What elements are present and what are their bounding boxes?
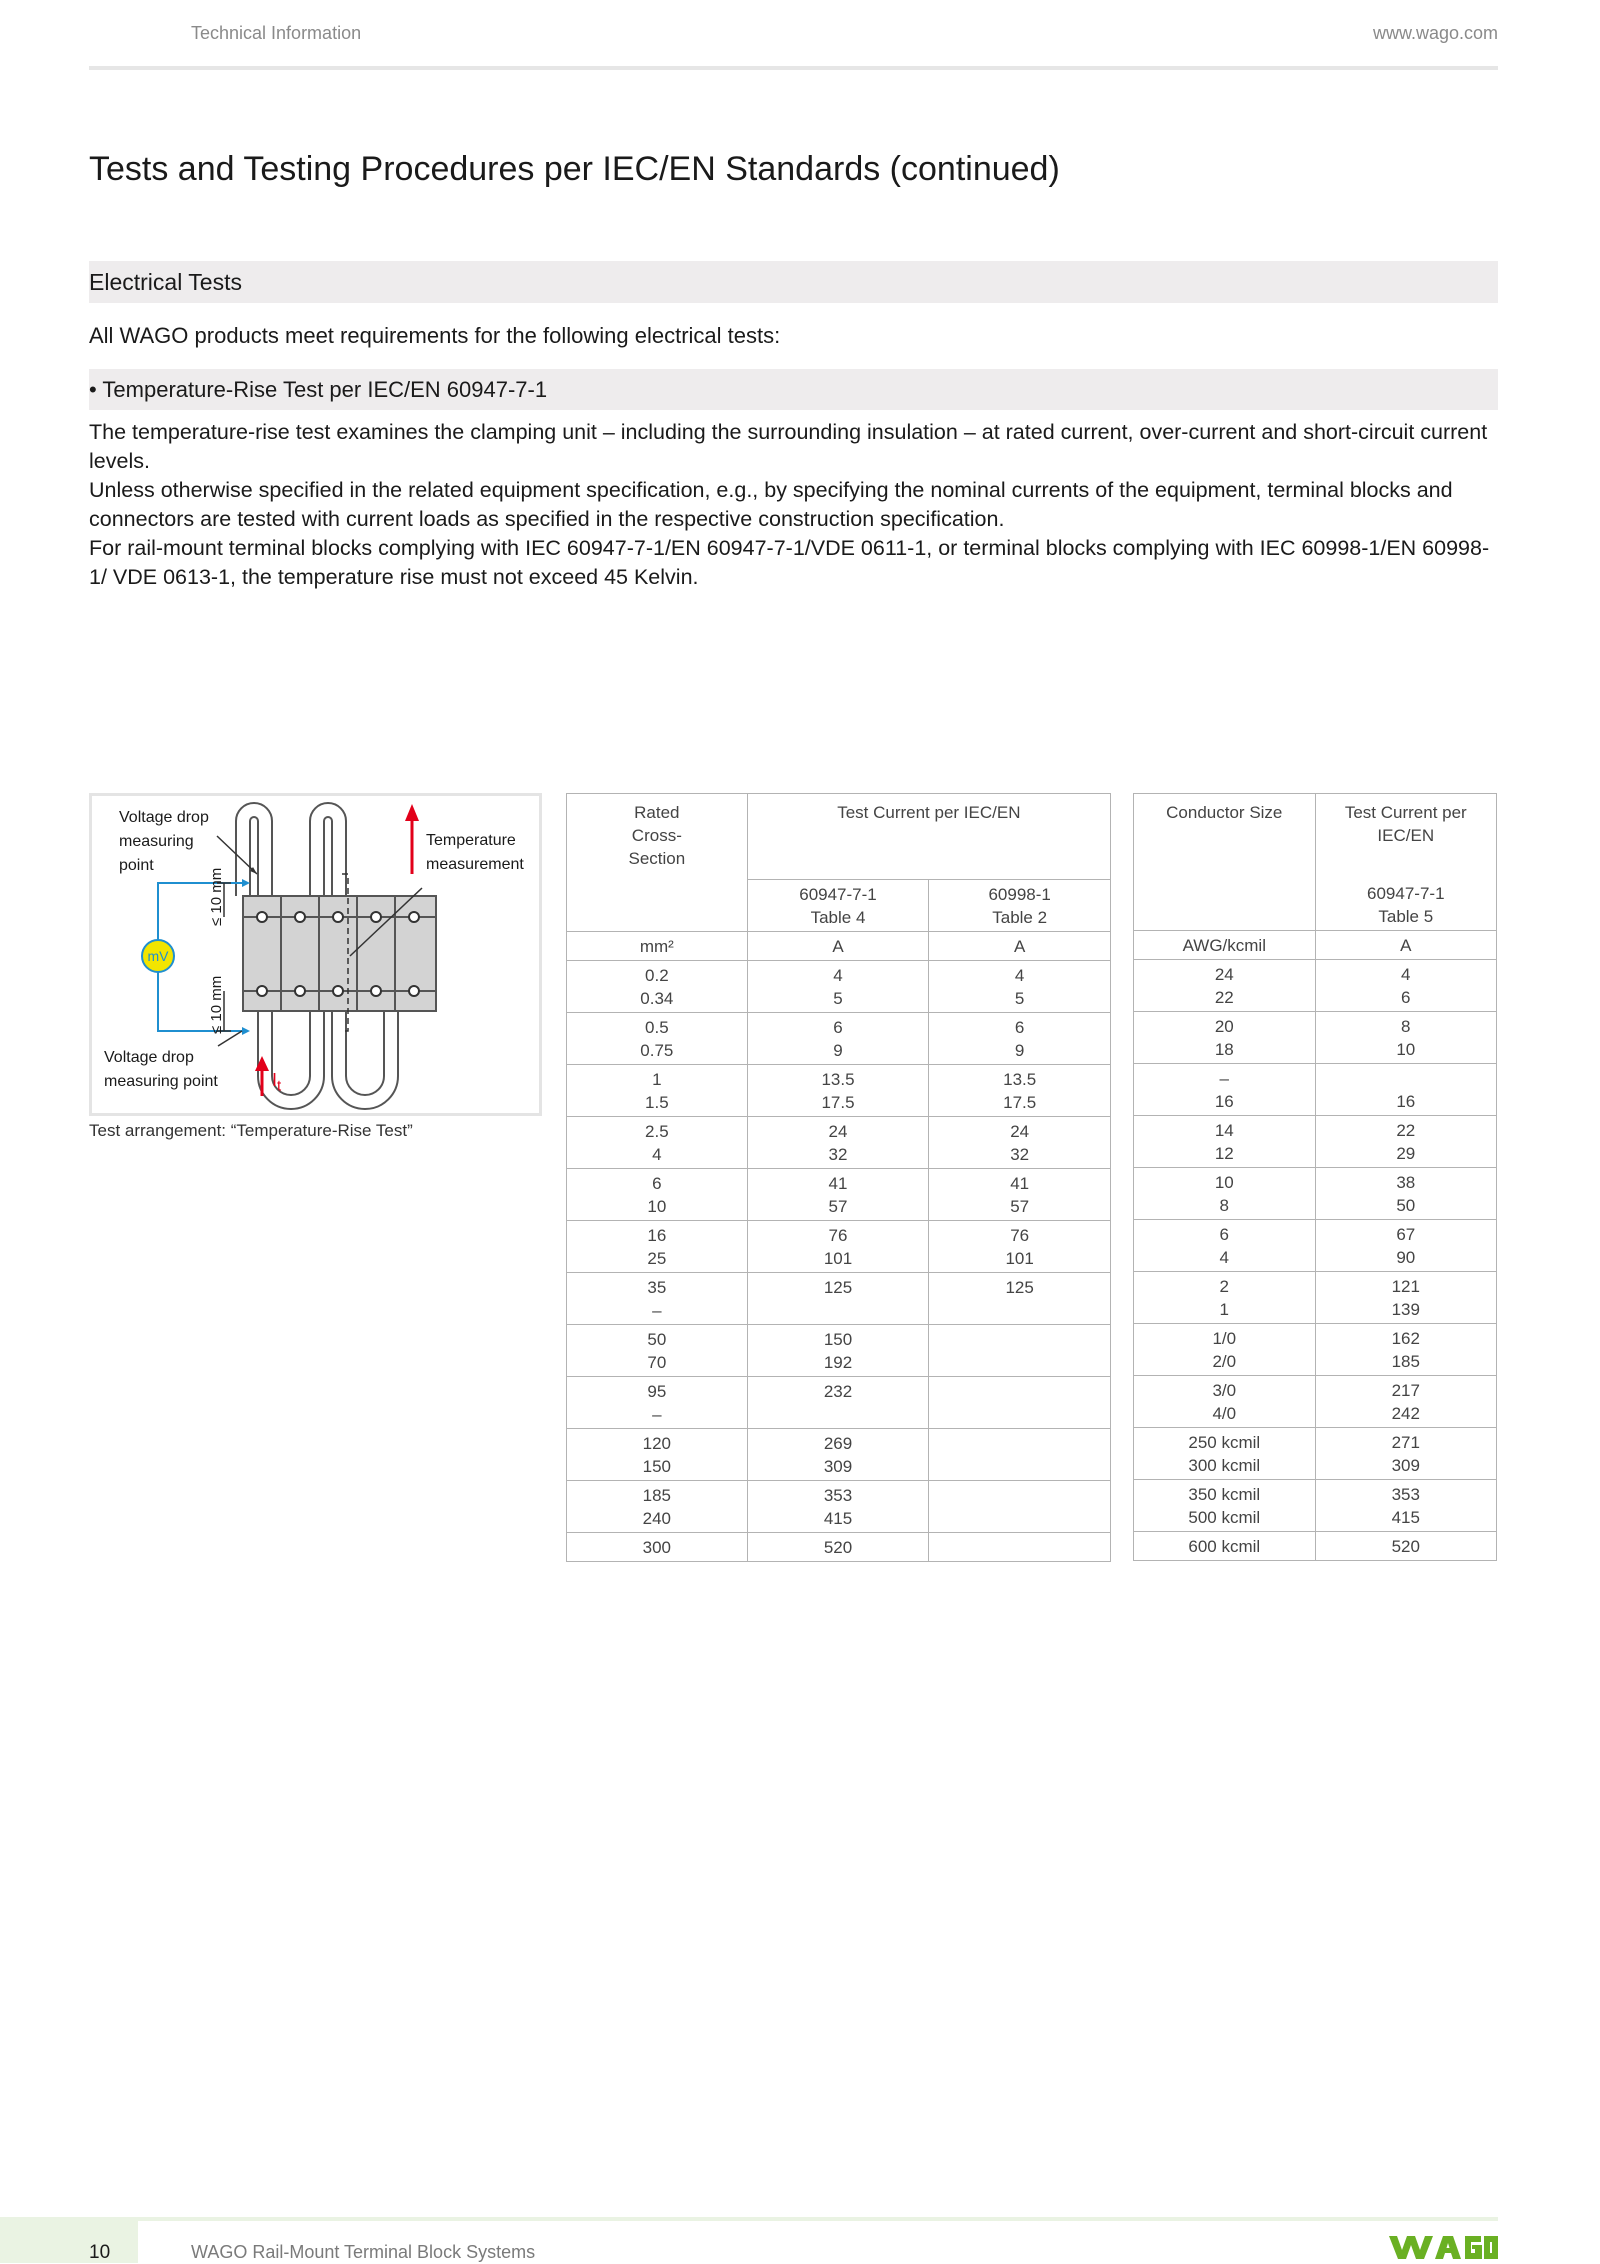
cell-value: 10 <box>647 1197 667 1216</box>
table-cell <box>567 1377 748 1429</box>
cell-value: 4/0 <box>1212 1404 1237 1423</box>
cell-value: 50 <box>1396 1196 1416 1215</box>
table-row <box>567 1377 1111 1429</box>
cell-value: 250 kcmil <box>1188 1433 1261 1452</box>
cell-value: 9 <box>1014 1041 1025 1060</box>
table-row <box>567 1117 1111 1169</box>
figure-caption: Test arrangement: “Temperature-Rise Test” <box>89 1121 413 1140</box>
table-cell <box>747 1065 929 1117</box>
cell-value: 353 <box>823 1486 853 1505</box>
cell-value: 125 <box>1005 1278 1034 1297</box>
table-cell <box>1134 1376 1316 1428</box>
cell-value: 17.5 <box>1003 1093 1037 1112</box>
table-cell <box>1315 1480 1496 1532</box>
table-cell <box>1134 1428 1316 1480</box>
cell-value: 67 <box>1396 1225 1416 1244</box>
table-row <box>567 1533 1111 1562</box>
cell-value: 3/0 <box>1212 1381 1237 1400</box>
cell-value: 125 <box>823 1278 853 1297</box>
cell-value: 5 <box>1014 989 1025 1008</box>
table-cell <box>929 1429 1111 1481</box>
cell-value: 24 <box>1010 1122 1030 1141</box>
table-cell <box>1315 1428 1496 1480</box>
table-cell <box>747 1429 929 1481</box>
cell-value <box>931 1328 1108 1351</box>
table-cell <box>1315 1272 1496 1324</box>
table-cell <box>567 1429 748 1481</box>
bullet-heading-bar <box>89 369 1498 410</box>
cell-value: 2/0 <box>1212 1352 1237 1371</box>
cell-value: 70 <box>647 1353 667 1372</box>
dimension-label-top: ≤ 10 mm <box>208 867 225 926</box>
table-cell <box>567 1221 748 1273</box>
table-cell <box>1315 1064 1496 1116</box>
cell-value: 185 <box>1391 1352 1420 1371</box>
header-test-current-group: Test Current per IEC/EN <box>747 794 1110 880</box>
table-cell <box>747 961 929 1013</box>
table-row <box>1134 1012 1497 1064</box>
header-test-current: Test Current per IEC/EN <box>1315 794 1496 880</box>
cell-value: 350 kcmil <box>1188 1485 1261 1504</box>
table-row <box>1134 1480 1497 1532</box>
cell-value: 101 <box>1005 1249 1034 1268</box>
cell-value: 76 <box>828 1226 848 1245</box>
table-cell <box>747 1533 929 1562</box>
table-row <box>1134 1272 1497 1324</box>
cell-value: 520 <box>823 1538 853 1557</box>
cell-value: 1 <box>1219 1300 1229 1319</box>
cell-value: 12 <box>1214 1144 1234 1163</box>
table-row <box>1134 960 1497 1012</box>
cell-value: 1.5 <box>645 1093 669 1112</box>
cell-value: 0.2 <box>645 966 669 985</box>
table-cell <box>1134 1532 1316 1561</box>
cell-value: 10 <box>1214 1173 1234 1192</box>
cell-value: 50 <box>647 1330 667 1349</box>
cell-value <box>931 1536 1108 1559</box>
cell-value: 121 <box>1391 1277 1420 1296</box>
table-cell <box>567 1325 748 1377</box>
table-row <box>1134 1116 1497 1168</box>
cell-value: 35 <box>647 1278 667 1297</box>
cell-value: 18 <box>1214 1040 1234 1059</box>
header-divider <box>89 66 1498 70</box>
label-voltage-drop-bottom: Voltage drop measuring point <box>104 1049 218 1090</box>
cell-value: 150 <box>823 1330 853 1349</box>
table-row <box>567 1065 1111 1117</box>
header-rated-cross-section: Rated Cross- Section <box>567 794 748 932</box>
cell-value: 415 <box>1391 1508 1420 1527</box>
cell-value: 162 <box>1391 1329 1420 1348</box>
cell-value: 38 <box>1396 1173 1416 1192</box>
table-cell <box>929 1013 1111 1065</box>
cell-value <box>931 1351 1108 1374</box>
footer-title: WAGO Rail-Mount Terminal Block Systems <box>191 2242 536 2262</box>
table-cell <box>747 1377 929 1429</box>
cell-value: 57 <box>828 1197 848 1216</box>
table-cell <box>567 1169 748 1221</box>
table-cell <box>747 1221 929 1273</box>
cell-value <box>931 1380 1108 1403</box>
cell-value: 20 <box>1214 1017 1234 1036</box>
header-60998-1: 60998-1 Table 2 <box>929 880 1111 932</box>
table-row <box>1134 1428 1497 1480</box>
cell-value: 8 <box>1219 1196 1229 1215</box>
table-cell <box>929 1481 1111 1533</box>
millivolt-meter-icon: mV <box>147 948 169 964</box>
cell-value: 4 <box>1219 1248 1229 1267</box>
table-cell <box>567 1481 748 1533</box>
cell-value: 1 <box>652 1070 662 1089</box>
table-cell <box>1315 1376 1496 1428</box>
paragraph: For rail-mount terminal blocks complying with IEC 60947-7-1/EN 60947-7-1/VDE 0611-1, or terminal blocks complying with IEC 60998-1/EN 60998-1/ VDE 0613-1, the temperature rise must not exceed 45 Kelvin. <box>89 536 1490 589</box>
cell-value: 192 <box>823 1353 853 1372</box>
cell-value: – <box>652 1405 662 1424</box>
cell-value <box>931 1507 1108 1530</box>
table-cell <box>929 1169 1111 1221</box>
intro-text: All WAGO products meet requirements for the following electrical tests: <box>89 323 781 348</box>
table-cell <box>747 1481 929 1533</box>
section-heading-bar <box>89 261 1498 303</box>
cell-value: 4 <box>1401 965 1411 984</box>
header-section-title: Technical Information <box>191 23 362 43</box>
cell-value: 13.5 <box>821 1070 855 1089</box>
table-row <box>1134 1324 1497 1376</box>
cell-value: 32 <box>1010 1145 1030 1164</box>
cell-value: 95 <box>647 1382 667 1401</box>
cell-value: 17.5 <box>821 1093 855 1112</box>
table-cell <box>567 1065 748 1117</box>
cell-value: 217 <box>1391 1381 1420 1400</box>
cell-value: 14 <box>1214 1121 1234 1140</box>
paragraph: Unless otherwise specified in the related equipment specification, e.g., by specifying the nominal currents of the equipment, terminal blocks and connectors are tested with current loads as specified in the respective construction specification. <box>89 478 1453 531</box>
table-row <box>567 961 1111 1013</box>
test-current-table-awg <box>1133 793 1497 1561</box>
footer-divider <box>0 2217 1498 2221</box>
cell-value: 500 kcmil <box>1188 1508 1261 1527</box>
cell-value: 2.5 <box>645 1122 669 1141</box>
cell-value: 10 <box>1396 1040 1416 1059</box>
cell-value: 0.34 <box>640 989 674 1008</box>
cell-value <box>750 1403 927 1426</box>
cell-value: 232 <box>823 1382 853 1401</box>
cell-value: 29 <box>1396 1144 1416 1163</box>
cell-value: 0.5 <box>645 1018 669 1037</box>
table-row <box>567 1429 1111 1481</box>
table-cell <box>1134 1272 1316 1324</box>
cell-value <box>1318 1067 1494 1090</box>
page-number: 10 <box>89 2242 111 2263</box>
table-cell <box>567 1117 748 1169</box>
test-current-label: $I_t$ <box>272 1070 282 1095</box>
cell-value: 16 <box>647 1226 667 1245</box>
table-cell <box>1134 960 1316 1012</box>
bullet-heading: • Temperature-Rise Test per IEC/EN 60947-7-1 <box>89 377 548 402</box>
cell-value: 300 kcmil <box>1188 1456 1261 1475</box>
body-text <box>89 418 1494 592</box>
table-cell <box>1134 1480 1316 1532</box>
table-cell <box>929 961 1111 1013</box>
cell-value <box>931 1455 1108 1478</box>
table-cell <box>1315 960 1496 1012</box>
table-cell <box>929 1273 1111 1325</box>
cell-value: 6 <box>1219 1225 1229 1244</box>
table-cell <box>747 1273 929 1325</box>
cell-value <box>750 1299 927 1322</box>
cell-value: 9 <box>833 1041 843 1060</box>
table-cell <box>567 1013 748 1065</box>
cell-value: 309 <box>823 1457 853 1476</box>
table-cell <box>747 1117 929 1169</box>
table-cell <box>567 1533 748 1562</box>
table-row <box>567 1013 1111 1065</box>
table-cell <box>747 1325 929 1377</box>
cell-value: 6 <box>833 1018 843 1037</box>
table-cell <box>929 1377 1111 1429</box>
table-cell <box>1315 1012 1496 1064</box>
label-voltage-drop-top: Voltage drop measuring point <box>119 809 209 874</box>
cell-value: 150 <box>642 1457 672 1476</box>
table-cell <box>747 1013 929 1065</box>
table-cell <box>567 961 748 1013</box>
table-cell <box>1315 1168 1496 1220</box>
label-temperature-measurement: Temperature measurement <box>426 832 524 873</box>
test-current-table-mm2 <box>566 793 1111 1562</box>
table-cell <box>567 1273 748 1325</box>
table-row <box>1134 1532 1497 1561</box>
table-row <box>1134 1064 1497 1116</box>
cell-value: 269 <box>823 1434 853 1453</box>
dimension-label-bottom: ≤ 10 mm <box>208 975 225 1034</box>
table-cell <box>1134 1168 1316 1220</box>
cell-value <box>931 1484 1108 1507</box>
cell-value: 8 <box>1401 1017 1411 1036</box>
header-conductor-size: Conductor Size <box>1134 794 1316 931</box>
table-row <box>1134 1376 1497 1428</box>
table-row <box>567 1273 1111 1325</box>
cell-value: 6 <box>652 1174 662 1193</box>
cell-value: – <box>652 1301 662 1320</box>
cell-value: 271 <box>1391 1433 1420 1452</box>
table-cell <box>1315 1116 1496 1168</box>
table-cell <box>747 1169 929 1221</box>
cell-value: 32 <box>828 1145 848 1164</box>
cell-value: 4 <box>1014 966 1025 985</box>
table-cell <box>929 1325 1111 1377</box>
cell-value: 6 <box>1401 988 1411 1007</box>
table-cell <box>929 1117 1111 1169</box>
table-cell <box>929 1065 1111 1117</box>
table-cell <box>1315 1324 1496 1376</box>
table-cell <box>1134 1116 1316 1168</box>
cell-value: 13.5 <box>1003 1070 1037 1089</box>
cell-value: 76 <box>1010 1226 1030 1245</box>
cell-value: 2 <box>1219 1277 1229 1296</box>
cell-value: – <box>1219 1069 1229 1088</box>
section-heading: Electrical Tests <box>89 269 242 295</box>
header-website-link[interactable]: www.wago.com <box>1372 23 1498 43</box>
cell-value: 6 <box>1014 1018 1025 1037</box>
cell-value: 16 <box>1214 1092 1234 1111</box>
table-cell <box>1134 1220 1316 1272</box>
cell-value: 520 <box>1391 1537 1420 1556</box>
page-number-box <box>0 2220 138 2263</box>
cell-value: 25 <box>647 1249 667 1268</box>
cell-value: 242 <box>1391 1404 1420 1423</box>
table-row <box>567 1325 1111 1377</box>
page-title: Tests and Testing Procedures per IEC/EN Standards (continued) <box>89 150 1060 188</box>
table-cell <box>1134 1064 1316 1116</box>
header-60947-7-1: 60947-7-1 Table 4 <box>747 880 929 932</box>
header-60947-7-1-table5: 60947-7-1 Table 5 <box>1315 879 1496 931</box>
cell-value <box>931 1403 1108 1426</box>
table-cell <box>1134 1324 1316 1376</box>
table-cell <box>1315 1532 1496 1561</box>
table-row <box>567 1221 1111 1273</box>
cell-value: 101 <box>823 1249 853 1268</box>
cell-value: 22 <box>1214 988 1234 1007</box>
cell-value: 309 <box>1391 1456 1420 1475</box>
cell-value: 353 <box>1391 1485 1420 1504</box>
cell-value: 24 <box>828 1122 848 1141</box>
table-row <box>567 1481 1111 1533</box>
cell-value <box>931 1299 1108 1322</box>
table-row <box>1134 1220 1497 1272</box>
cell-value: 185 <box>642 1486 672 1505</box>
cell-value: 41 <box>828 1174 848 1193</box>
units-row: AWG/kcmil A <box>1134 931 1497 960</box>
cell-value <box>931 1432 1108 1455</box>
wago-logo-icon <box>1385 2232 1500 2262</box>
cell-value: 90 <box>1396 1248 1416 1267</box>
table-cell <box>1134 1012 1316 1064</box>
cell-value: 5 <box>833 989 843 1008</box>
cell-value: 22 <box>1396 1121 1416 1140</box>
table-cell <box>929 1533 1111 1562</box>
cell-value: 24 <box>1214 965 1234 984</box>
cell-value: 300 <box>642 1538 672 1557</box>
paragraph: The temperature-rise test examines the clamping unit – including the surrounding insulation – at rated current, over-current and short-circuit current levels. <box>89 420 1488 473</box>
table-cell <box>929 1221 1111 1273</box>
cell-value: 57 <box>1010 1197 1030 1216</box>
cell-value: 4 <box>652 1145 662 1164</box>
table-row <box>1134 1168 1497 1220</box>
units-row: mm² A A <box>567 932 1111 961</box>
cell-value: 415 <box>823 1509 853 1528</box>
cell-value: 1/0 <box>1212 1329 1237 1348</box>
test-arrangement-diagram <box>89 793 542 1116</box>
cell-value: 240 <box>642 1509 672 1528</box>
cell-value: 0.75 <box>640 1041 674 1060</box>
cell-value: 4 <box>833 966 843 985</box>
table-cell <box>1315 1220 1496 1272</box>
cell-value: 41 <box>1010 1174 1030 1193</box>
cell-value: 120 <box>642 1434 672 1453</box>
table-row <box>567 1169 1111 1221</box>
cell-value: 600 kcmil <box>1188 1537 1261 1556</box>
cell-value: 139 <box>1391 1300 1420 1319</box>
cell-value: 16 <box>1396 1092 1416 1111</box>
